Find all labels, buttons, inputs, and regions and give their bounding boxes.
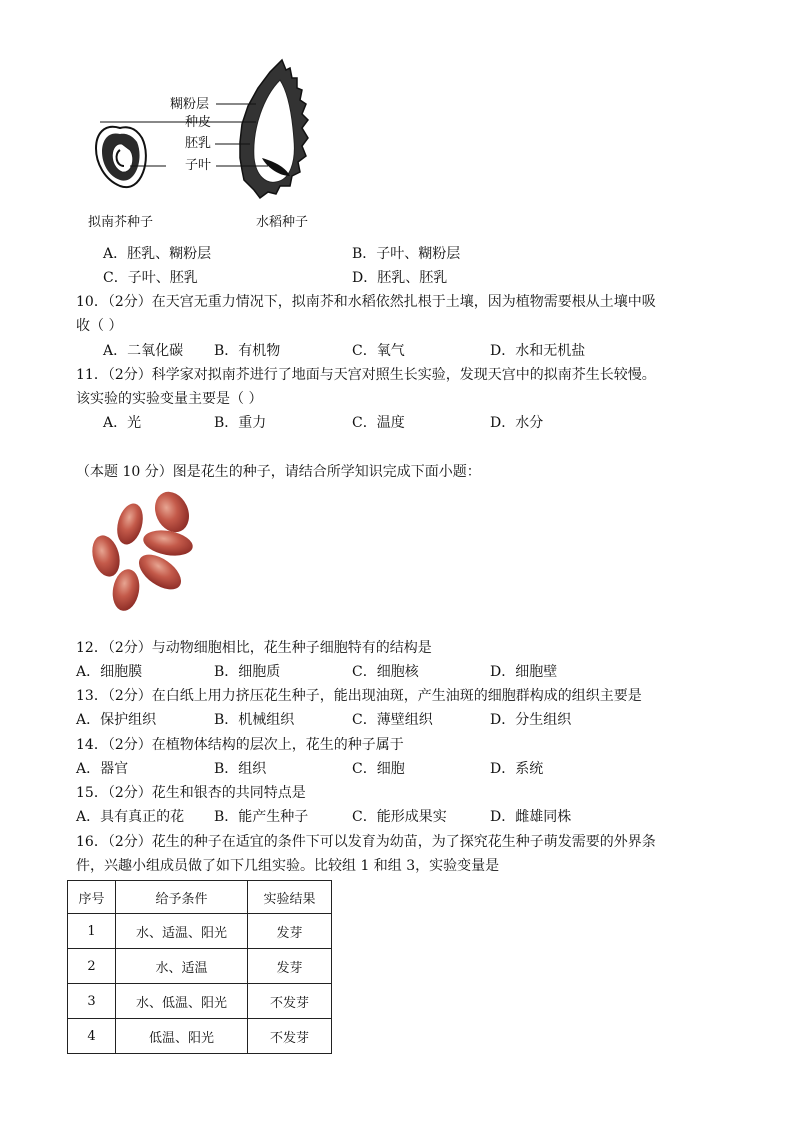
table-cell: 水、低温、阳光 (116, 984, 248, 1019)
arabidopsis-seed-drawing (96, 127, 146, 187)
table-cell: 水、适温、阳光 (116, 914, 248, 949)
q13-option-a: A．保护组织 (76, 712, 157, 728)
q12-option-c: C．细胞核 (352, 664, 419, 680)
q14-option-a: A．器官 (76, 761, 129, 777)
peanut-seeds-image (88, 490, 208, 618)
peanut-2 (113, 501, 147, 548)
q10-stem-line1: 10．（2分）在天宫无重力情况下，拟南芥和水稻依然扎根于土壤，因为植物需要根从土壤中吸 (76, 294, 656, 310)
q13-option-d: D．分生组织 (490, 712, 572, 728)
table-cell: 4 (68, 1019, 116, 1054)
q12-stem: 12．（2分）与动物细胞相比，花生种子细胞特有的结构是 (76, 640, 432, 656)
label-cotyledon: 子叶 (185, 158, 212, 173)
q12-option-d: D．细胞壁 (490, 664, 558, 680)
q15-option-d: D．雌雄同株 (490, 809, 572, 825)
q9-option-a: A．胚乳、糊粉层 (103, 246, 212, 262)
q10-option-d: D．水和无机盐 (490, 343, 586, 359)
peanut-1 (149, 490, 196, 538)
q9-option-c: C．子叶、胚乳 (103, 270, 198, 286)
caption-rice-seed: 水稻种子 (256, 215, 309, 230)
table-cell: 3 (68, 984, 116, 1019)
q15-option-a: A．具有真正的花 (76, 809, 185, 825)
header-index: 序号 (68, 881, 116, 914)
q10-stem-line2: 收（ ） (76, 318, 123, 334)
peanut-3 (141, 527, 194, 559)
q12-option-b: B．细胞质 (214, 664, 281, 680)
q12-option-a: A．细胞膜 (76, 664, 143, 680)
label-seed-coat: 种皮 (185, 115, 212, 130)
table-row (68, 984, 332, 1019)
table-row (68, 949, 332, 984)
table-row (68, 1019, 332, 1054)
table-cell: 1 (68, 914, 116, 949)
q15-stem: 15．（2分）花生和银杏的共同特点是 (76, 785, 306, 801)
rice-seed-drawing (240, 60, 308, 198)
experiment-table (67, 880, 332, 1054)
label-endosperm: 胚乳 (185, 136, 212, 151)
q14-option-c: C．细胞 (352, 761, 405, 777)
q9-option-b: B．子叶、糊粉层 (352, 246, 461, 262)
q11-stem-line2: 该实验的实验变量主要是（ ） (76, 391, 263, 407)
peanut-4 (88, 532, 124, 579)
table-cell: 2 (68, 949, 116, 984)
q13-stem: 13．（2分）在白纸上用力挤压花生种子，能出现油斑，产生油斑的细胞群构成的组织主要是 (76, 688, 642, 704)
section-intro: （本题 10 分）图是花生的种子，请结合所学知识完成下面小题： (76, 464, 481, 480)
label-aleurone: 糊粉层 (170, 97, 210, 112)
q11-option-a: A．光 (103, 415, 142, 431)
q11-option-d: D．水分 (490, 415, 544, 431)
q11-option-c: C．温度 (352, 415, 405, 431)
q15-option-c: C．能形成果实 (352, 809, 447, 825)
table-header-row (68, 881, 332, 914)
seed-figure (80, 58, 340, 208)
q11-option-b: B．重力 (214, 415, 267, 431)
table-row (68, 914, 332, 949)
q14-option-d: D．系统 (490, 761, 544, 777)
q9-option-d: D．胚乳、胚乳 (352, 270, 448, 286)
table-cell: 不发芽 (248, 1019, 332, 1054)
q13-option-b: B．机械组织 (214, 712, 295, 728)
table-cell: 低温、阳光 (116, 1019, 248, 1054)
q10-option-a: A．二氧化碳 (103, 343, 184, 359)
q14-stem: 14．（2分）在植物体结构的层次上，花生的种子属于 (76, 737, 404, 753)
table-cell: 发芽 (248, 949, 332, 984)
q10-option-c: C．氧气 (352, 343, 405, 359)
q10-option-b: B．有机物 (214, 343, 281, 359)
table-cell: 水、适温 (116, 949, 248, 984)
header-result: 实验结果 (248, 881, 332, 914)
q11-stem-line1: 11．（2分）科学家对拟南芥进行了地面与天宫对照生长实验，发现天宫中的拟南芥生长较慢。 (76, 367, 656, 383)
q16-stem-line2: 件，兴趣小组成员做了如下几组实验。比较组 1 和组 3，实验变量是 (76, 858, 500, 874)
q14-option-b: B．组织 (214, 761, 267, 777)
header-conditions: 给予条件 (116, 881, 248, 914)
table-cell: 发芽 (248, 914, 332, 949)
q13-option-c: C．薄壁组织 (352, 712, 433, 728)
caption-arabidopsis-seed: 拟南芥种子 (88, 215, 154, 230)
q16-stem-line1: 16．（2分）花生的种子在适宜的条件下可以发育为幼苗，为了探究花生种子萌发需要的外界条 (76, 834, 656, 850)
q15-option-b: B．能产生种子 (214, 809, 309, 825)
table-cell: 不发芽 (248, 984, 332, 1019)
